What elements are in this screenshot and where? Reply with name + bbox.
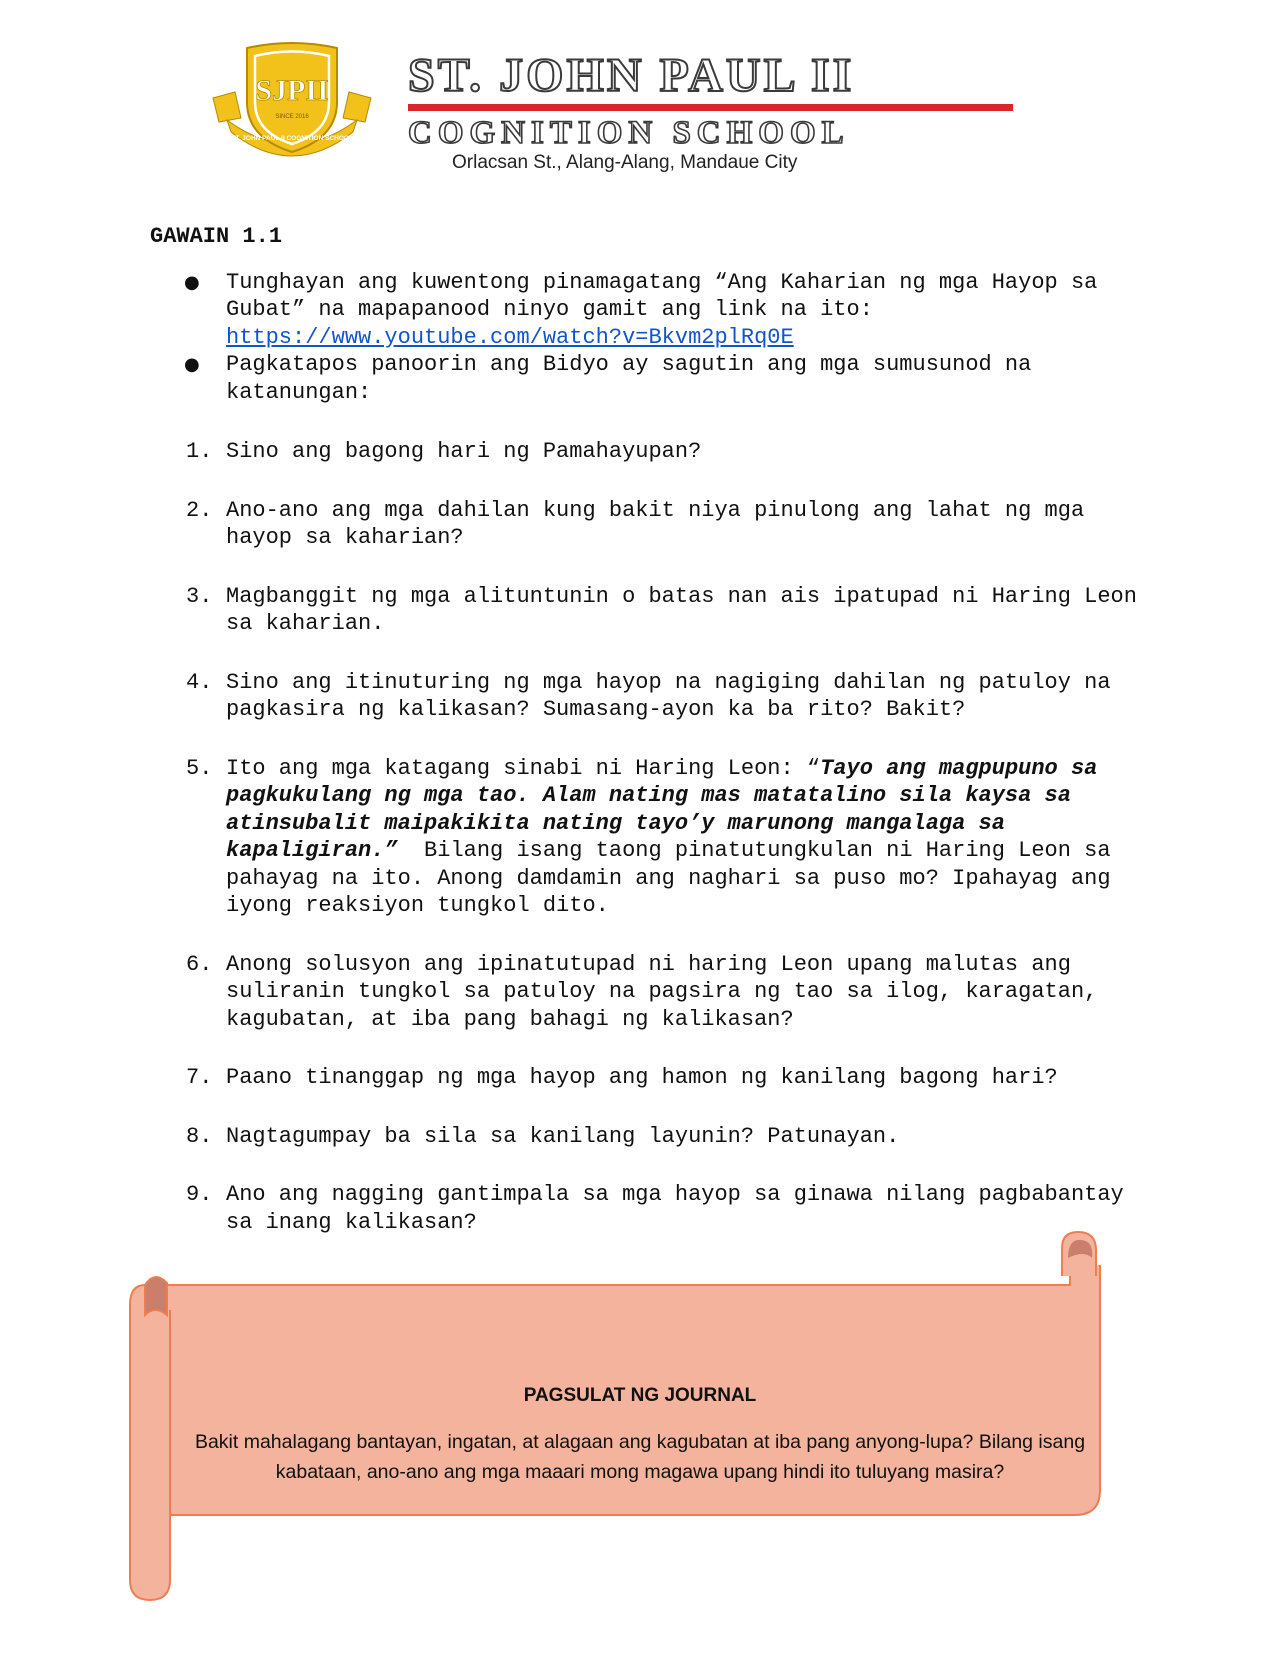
activity-section [150, 223, 1150, 1267]
school-name-line2: COGNITION SCHOOL [408, 115, 850, 151]
question-number: 1. [186, 439, 213, 464]
instruction-item [150, 269, 1150, 352]
question-text: Paano tinanggap ng mga hayop ang hamon ng kanilang bagong hari? [226, 1065, 1058, 1090]
question-number: 3. [186, 583, 213, 609]
question-item [150, 951, 1150, 1034]
instruction-text: Pagkatapos panoorin ang Bidyo ay sagutin ang mga sumusunod na katanungan: [226, 352, 1032, 405]
document-header [0, 0, 1280, 190]
bullet-icon: ● [184, 271, 200, 293]
school-address: Orlacsan St., Alang-Alang, Mandaue City [452, 152, 798, 173]
journal-title: PAGSULAT NG JOURNAL [523, 1385, 757, 1406]
question-item [150, 438, 1150, 466]
question-item [150, 1181, 1150, 1236]
video-link[interactable]: https://www.youtube.com/watch?v=Bkvm2plRq0E [226, 324, 794, 350]
header-divider [408, 104, 1013, 111]
leon-quote: Tayo ang magpupuno sa pagkukulang ng mga tao. Alam nating mas matatalino sila kaysa sa atinsubalit maipakikita nating tayo’y marunong mangalaga sa kapaligiran.” [226, 755, 1098, 863]
instruction-item [150, 351, 1150, 406]
school-name-line1: ST. JOHN PAUL II [408, 49, 855, 102]
question-number: 5. [186, 755, 213, 781]
question-number: 8. [186, 1123, 213, 1149]
question-text: Nagtagumpay ba sila sa kanilang layunin? Patunayan. [226, 1123, 900, 1149]
question-item [150, 497, 1150, 552]
question-number: 9. [186, 1182, 213, 1207]
question-text-prefix: Ito ang mga katagang sinabi ni Haring Leon: “ [226, 755, 821, 781]
question-list [150, 438, 1150, 1236]
question-text: Sino ang itinuturing ng mga hayop na nagiging dahilan ng patuloy na pagkasira ng kalikasan? Sumasang-ayon ka ba rito? Bakit? [226, 669, 1111, 722]
crest-ribbon-text: ST. JOHN PAUL II COGNITION SCHOOL [231, 135, 353, 142]
activity-title: GAWAIN 1.1 [150, 224, 283, 249]
question-text-suffix: Bilang isang taong pinatutungkulan ni Haring Leon sa pahayag na ito. Anong damdamin ang naghari sa puso mo? Ipahayag ang iyong reaksiyon tungkol dito. [226, 838, 1124, 918]
question-item [150, 583, 1150, 638]
question-text: Ano-ano ang mga dahilan kung bakit niya pinulong ang lahat ng mga hayop sa kaharian? [226, 497, 1085, 550]
crest-monogram: SJPII [255, 74, 329, 107]
journal-question: Bakit mahalagang bantayan, ingatan, at alagaan ang kagubatan at iba pang anyong-lupa? Bilang isang kabataan, ano-ano ang mga maaari mong magawa upang hindi ito tuluyang masira? [194, 1431, 1086, 1483]
question-number: 4. [186, 669, 213, 695]
question-text: Sino ang bagong hari ng Pamahayupan? [226, 439, 702, 464]
question-text: Ano ang nagging gantimpala sa mga hayop sa ginawa nilang pagbabantay sa inang kalikasan? [226, 1182, 1124, 1235]
question-item [150, 1123, 1150, 1151]
instruction-text: Tunghayan ang kuwentong pinamagatang “Ang Kaharian ng mga Hayop sa Gubat” na mapapanood ninyo gamit ang link na ito: [226, 269, 1098, 322]
crest-since: SINCE 2016 [275, 114, 309, 120]
question-text: Magbanggit ng mga alituntunin o batas nan ais ipatupad ni Haring Leon sa kaharian. [226, 583, 1137, 636]
question-item [150, 669, 1150, 724]
question-number: 7. [186, 1065, 213, 1090]
instruction-list [150, 269, 1150, 407]
question-number: 2. [186, 497, 213, 523]
bullet-icon: ● [184, 354, 200, 375]
question-item [150, 755, 1150, 920]
question-number: 6. [186, 951, 213, 977]
question-item [150, 1064, 1150, 1092]
question-text: Anong solusyon ang ipinatutupad ni haring Leon upang malutas ang suliranin tungkol sa patuloy na pagsira ng tao sa ilog, karagatan, kagubatan, at iba pang bahagi ng kalikasan? [226, 951, 1098, 1032]
school-crest-logo [207, 40, 377, 160]
journal-prompt [170, 1385, 1110, 1487]
scroll-curl-top-right [1058, 1228, 1100, 1278]
